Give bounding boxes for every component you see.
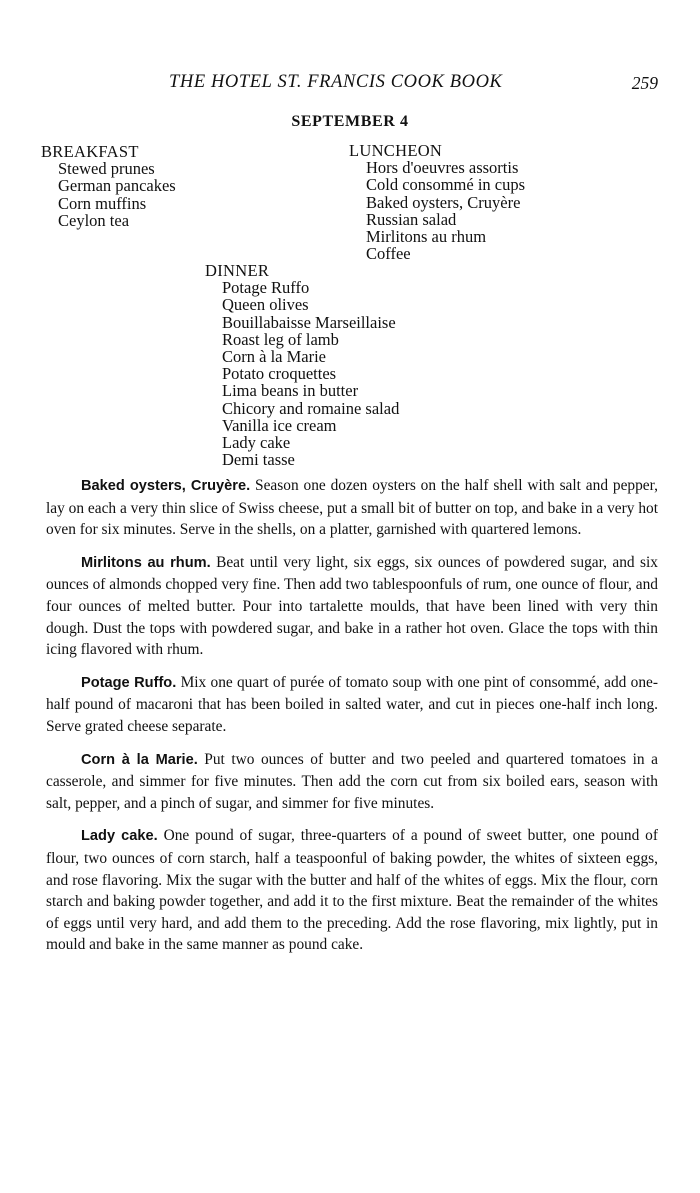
menu-item: Bouillabaisse Marseillaise <box>222 312 396 332</box>
menu-item: Stewed prunes <box>58 159 155 179</box>
menu-item: Potage Ruffo <box>222 278 310 298</box>
menu-item: Lima beans in butter <box>222 381 359 401</box>
recipe-body: Put two ounces of butter and two peeled and quartered tomatoes in a casserole, and simmer for five minutes. Then add the corn cut from six boiled ears, season with salt, pepper, and a pinch of sugar, and simmer for five minutes. <box>46 750 658 812</box>
breakfast-heading: BREAKFAST <box>41 142 139 161</box>
menu-item: Corn muffins <box>58 193 147 213</box>
dinner-heading: DINNER <box>205 261 270 280</box>
recipe-body: Beat until very light, six eggs, six ounces of powdered sugar, and six ounces of almonds chopped very fine. Then add two tablespoonfuls of rum, one ounce of flour, and four ounces of melted butter. Pour into tartalette moulds, that have been lined with very thin dough. Dust the tops with powdered sugar, and bake in a rather hot oven. Glace the tops with thin icing flavored with rhum. <box>46 553 658 659</box>
menu-item: Demi tasse <box>222 450 295 470</box>
recipe-baked-oysters <box>46 475 658 541</box>
recipe-title: Potage Ruffo. <box>81 674 177 691</box>
recipe-title: Mirlitons au rhum. <box>81 554 211 571</box>
recipes-section <box>46 475 658 967</box>
recipe-mirlitons <box>46 552 658 661</box>
recipe-title: Baked oysters, Cruyère. <box>81 478 251 494</box>
recipe-title: Corn à la Marie. <box>81 751 198 768</box>
menu-item: Potato croquettes <box>222 364 337 384</box>
menu-item: Chicory and romaine salad <box>222 398 400 418</box>
menu-item: Cold consommé in cups <box>366 175 526 195</box>
menu-item: Russian salad <box>366 209 457 229</box>
menu-item: Coffee <box>366 244 411 264</box>
menu-item: Roast leg of lamb <box>222 329 339 349</box>
menu-item: Mirlitons au rhum <box>366 227 487 247</box>
recipe-potage-ruffo <box>46 672 658 738</box>
menu-item: Lady cake <box>222 433 291 453</box>
breakfast-menu <box>41 143 176 229</box>
dinner-menu <box>205 262 399 468</box>
breakfast-items <box>41 160 176 229</box>
running-header <box>0 72 700 98</box>
menu-item: Corn à la Marie <box>222 347 327 367</box>
recipe-corn-a-la-marie <box>46 749 658 815</box>
menu-item: German pancakes <box>58 176 176 196</box>
date-heading: SEPTEMBER 4 <box>291 113 409 130</box>
recipe-title: Lady cake. <box>81 828 158 845</box>
recipe-body: Season one dozen oysters on the half shell with salt and pepper, lay on each a very thin slice of Swiss cheese, put a small bit of butter on top, and bake in a very hot oven for six minutes. Serve in the shells, on a platter, garnished with quartered lemons. <box>46 477 658 539</box>
recipe-body: Mix one quart of purée of tomato soup with one pint of consommé, add one-half pound of macaroni that has been boiled in salted water, and cut in pieces one-half inch long. Serve grated cheese separate. <box>46 673 658 735</box>
menu-item: Baked oysters, Cruyère <box>366 192 521 212</box>
luncheon-menu <box>349 142 525 262</box>
menu-item: Hors d'oeuvres assortis <box>366 158 519 178</box>
luncheon-heading: LUNCHEON <box>349 141 443 160</box>
dinner-items <box>205 279 399 468</box>
book-title: THE HOTEL ST. FRANCIS COOK BOOK <box>169 72 503 92</box>
menu-item: Queen olives <box>222 295 309 315</box>
menu-item: Ceylon tea <box>58 210 130 230</box>
page-number: 259 <box>631 73 658 93</box>
menu-item: Vanilla ice cream <box>222 415 337 435</box>
recipe-body: One pound of sugar, three-quarters of a pound of sweet butter, one pound of flour, two ounces of corn starch, half a teaspoonful of baking powder, the whites of sixteen eggs, and rose flavoring. Mix the sugar with the butter and half of the whites of eggs. Mix the flour, corn starch and baking powder together, and add it to the first mixture. Beat the remainder of the whites of eggs until very hard, and add them to the preceding. Add the rose flavoring, mix lightly, put in mould and bake in the same manner as pound cake. <box>46 827 658 954</box>
recipe-lady-cake <box>46 825 658 956</box>
luncheon-items <box>349 159 525 262</box>
